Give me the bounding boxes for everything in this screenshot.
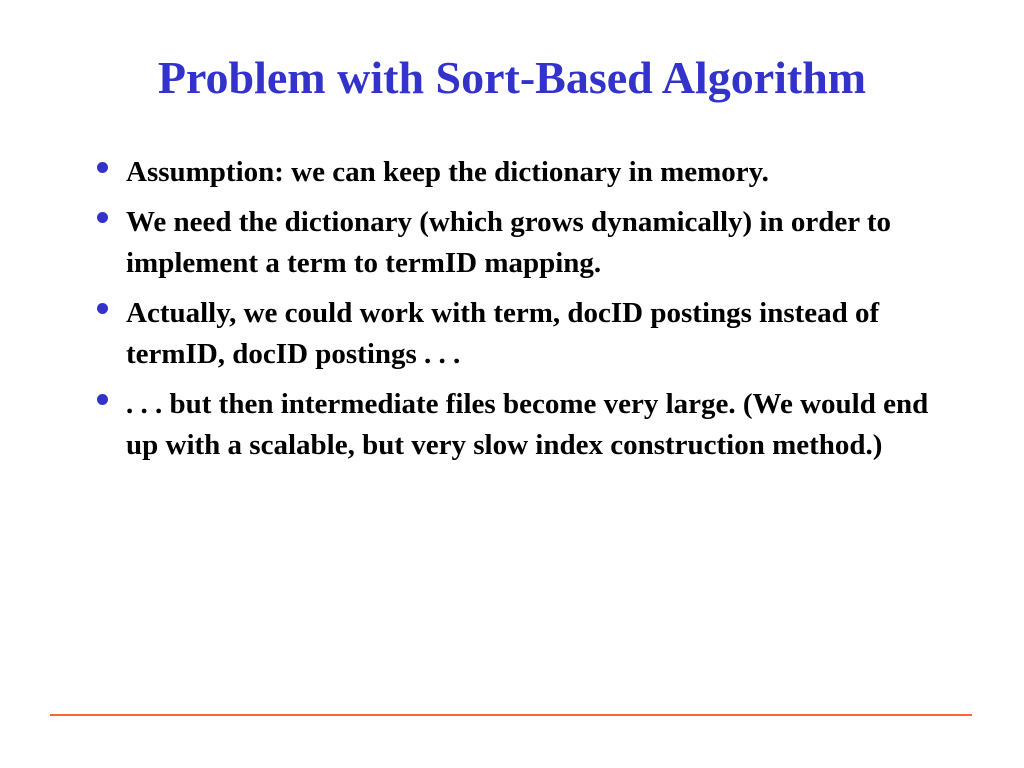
- bullet-item-1: [95, 152, 935, 193]
- bullet-dot-icon: [97, 394, 108, 405]
- bullet-list: [95, 152, 935, 475]
- footer-divider: [50, 714, 972, 716]
- bullet-dot-icon: [97, 303, 108, 314]
- bullet-item-3: [95, 293, 935, 375]
- bullet-item-2: [95, 202, 935, 284]
- bullet-text: We need the dictionary (which grows dynamically) in order to implement a term to termID mapping.: [126, 206, 891, 279]
- bullet-item-4: [95, 384, 935, 466]
- bullet-text: Actually, we could work with term, docID postings instead of termID, docID postings . . .: [126, 297, 880, 370]
- bullet-dot-icon: [97, 162, 108, 173]
- bullet-dot-icon: [97, 212, 108, 223]
- slide-title: Problem with Sort-Based Algorithm: [157, 52, 867, 103]
- bullet-text: . . . but then intermediate files become very large. (We would end up with a scalable, but very slow index construction method.): [126, 388, 929, 461]
- bullet-text: Assumption: we can keep the dictionary in memory.: [126, 156, 769, 188]
